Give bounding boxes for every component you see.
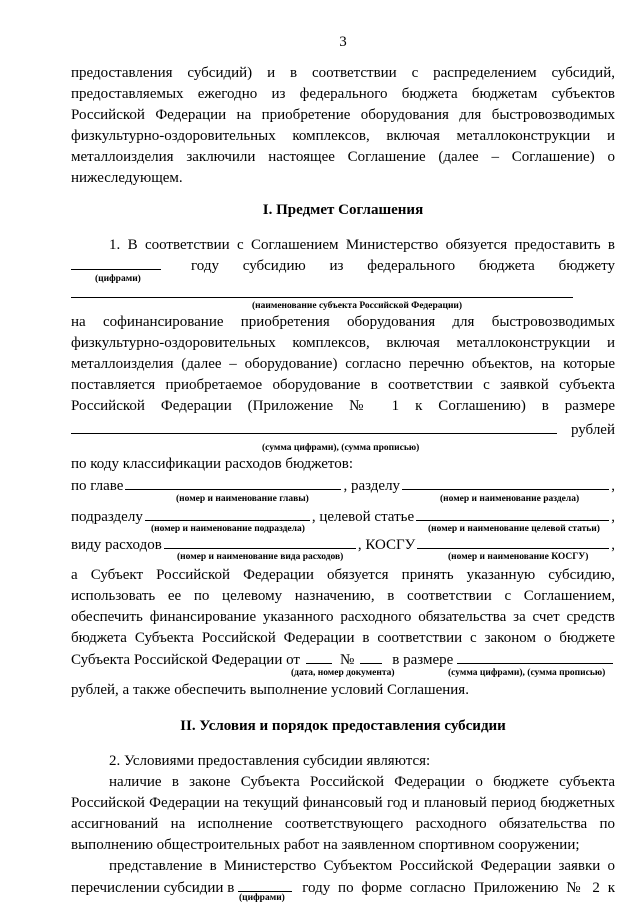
clause-1-body-line: Российской Федерации (Приложение № 1 к Соглашению) в размере [71,398,615,414]
intro-line: нижеследующем. [71,170,183,186]
transfer-year-line [71,878,615,897]
clause-2-line: 2. Условиями предоставления субсидии являются: [109,753,431,769]
transfer-text: году по форме согласно Приложению № 2 к [302,880,615,896]
intro-line: физкультурно-оздоровительных комплексов, включая металлоконструкции и [71,128,615,144]
law-amount-field[interactable] [457,650,613,664]
hint-target: (номер и наименование целевой статьи) [428,524,600,534]
law-date-field[interactable] [306,650,332,664]
expense-kosgu-line: виду расходов , КОСГУ , [71,537,615,553]
intro-line: предоставления субсидий) и в соответствии с распределением субсидий, [71,65,615,81]
law-number-sign: № [339,652,355,668]
year-field[interactable] [71,256,161,270]
intro-line: предоставляемых ежегодно из федерального бюджета бюджетам субъектов [71,86,615,102]
obligation-line: бюджета Субъекта Российской Федерации в соответствии с законом о бюджете [71,630,615,646]
condition-line: представление в Министерство Субъектом Российской Федерации заявки о [109,858,615,874]
hint-section: (номер и наименование раздела) [440,494,580,504]
clause-1-line: 1. В соответствии с Соглашением Министерство обязуется предоставить в [109,237,615,253]
target-field[interactable] [416,507,609,521]
kbk-line: по коду классификации расходов бюджетов: [71,456,354,472]
subsection-field[interactable] [145,507,310,521]
condition-line: выполнению общестроительных работ на заявленном спортивном сооружении; [71,837,580,853]
chapter-label: по главе [71,478,124,494]
condition-line: ассигнований на исполнение соответствующего расходного обязательства по [71,816,615,832]
target-label: , целевой статье [311,509,415,525]
clause-1-body-line: металлоизделия (далее – оборудование) согласно перечню объектов, на которые [71,356,615,372]
hint-digits: (цифрами) [95,274,141,284]
chapter-section-line: по главе , разделу , [71,478,615,494]
law-label: Субъекта Российской Федерации от [71,652,300,668]
transfer-label: перечислении субсидии в [71,880,235,896]
kosgu-field[interactable] [417,535,609,549]
obligation-line: использовать ее по целевому назначению, в соответствии с Соглашением, [71,588,615,604]
section-label: , разделу [343,478,401,494]
clause-1-year-line [71,256,615,275]
law-line [71,650,615,669]
section-1-title: I. Предмет Соглашения [262,202,424,218]
section-field[interactable] [402,476,609,490]
law-amount-label: в размере [392,652,454,668]
clause-1-final-line: рублей, а также обеспечить выполнение условий Соглашения. [71,682,469,698]
obligation-line: обеспечить финансирование указанного расходного обязательства за счет средств [71,609,615,625]
rubles-label: рублей [570,422,615,438]
hint-subject: (наименование субъекта Российской Федерации) [252,301,463,311]
clause-1-year-text: году субсидию из федерального бюджета бюджету [191,258,615,274]
hint-sum2: (сумма цифрами), (сумма прописью) [448,668,606,678]
hint-subsection: (номер и наименование подраздела) [151,524,305,534]
clause-1-body-line: поставляется приобретаемое оборудование в соответствии с заявкой субъекта [71,377,615,393]
clause-1-body-line: на софинансирование приобретения оборудования для быстровозводимых [71,314,615,330]
condition-line: Российской Федерации на текущий финансовый год и плановый период бюджетных [71,795,615,811]
hint-sum: (сумма цифрами), (сумма прописью) [262,443,420,453]
intro-line: металлоизделия заключили настоящее Соглашение (далее – Соглашение) о [71,149,615,165]
chapter-field[interactable] [125,476,341,490]
clause-1-body-line: физкультурно-оздоровительных комплексов, включая металлоконструкции и [71,335,615,351]
subject-name-field[interactable] [71,297,573,298]
condition-line: наличие в законе Субъекта Российской Федерации о бюджете субъекта [109,774,615,790]
expense-field[interactable] [164,535,356,549]
hint-doc: (дата, номер документа) [291,668,395,678]
kosgu-label: , КОСГУ [357,537,416,553]
sum-field[interactable] [71,420,557,434]
sum-line [71,420,615,439]
subsection-target-line: подразделу , целевой статье , [71,509,615,525]
transfer-year-field[interactable] [238,878,292,892]
hint-chapter: (номер и наименование главы) [176,494,309,504]
hint-expense: (номер и наименование вида расходов) [177,552,344,562]
obligation-line: а Субъект Российской Федерации обязуется принять указанную субсидию, [71,567,615,583]
subsection-label: подразделу [71,509,143,525]
section-2-title: II. Условия и порядок предоставления субсидии [180,718,506,734]
hint-digits-2: (цифрами) [239,893,285,903]
intro-line: Российской Федерации на приобретение оборудования для быстровозводимых [71,107,615,123]
expense-label: виду расходов [71,537,162,553]
law-number-field[interactable] [360,650,382,664]
hint-kosgu: (номер и наименование КОСГУ) [448,552,589,562]
page-number: 3 [339,34,347,50]
